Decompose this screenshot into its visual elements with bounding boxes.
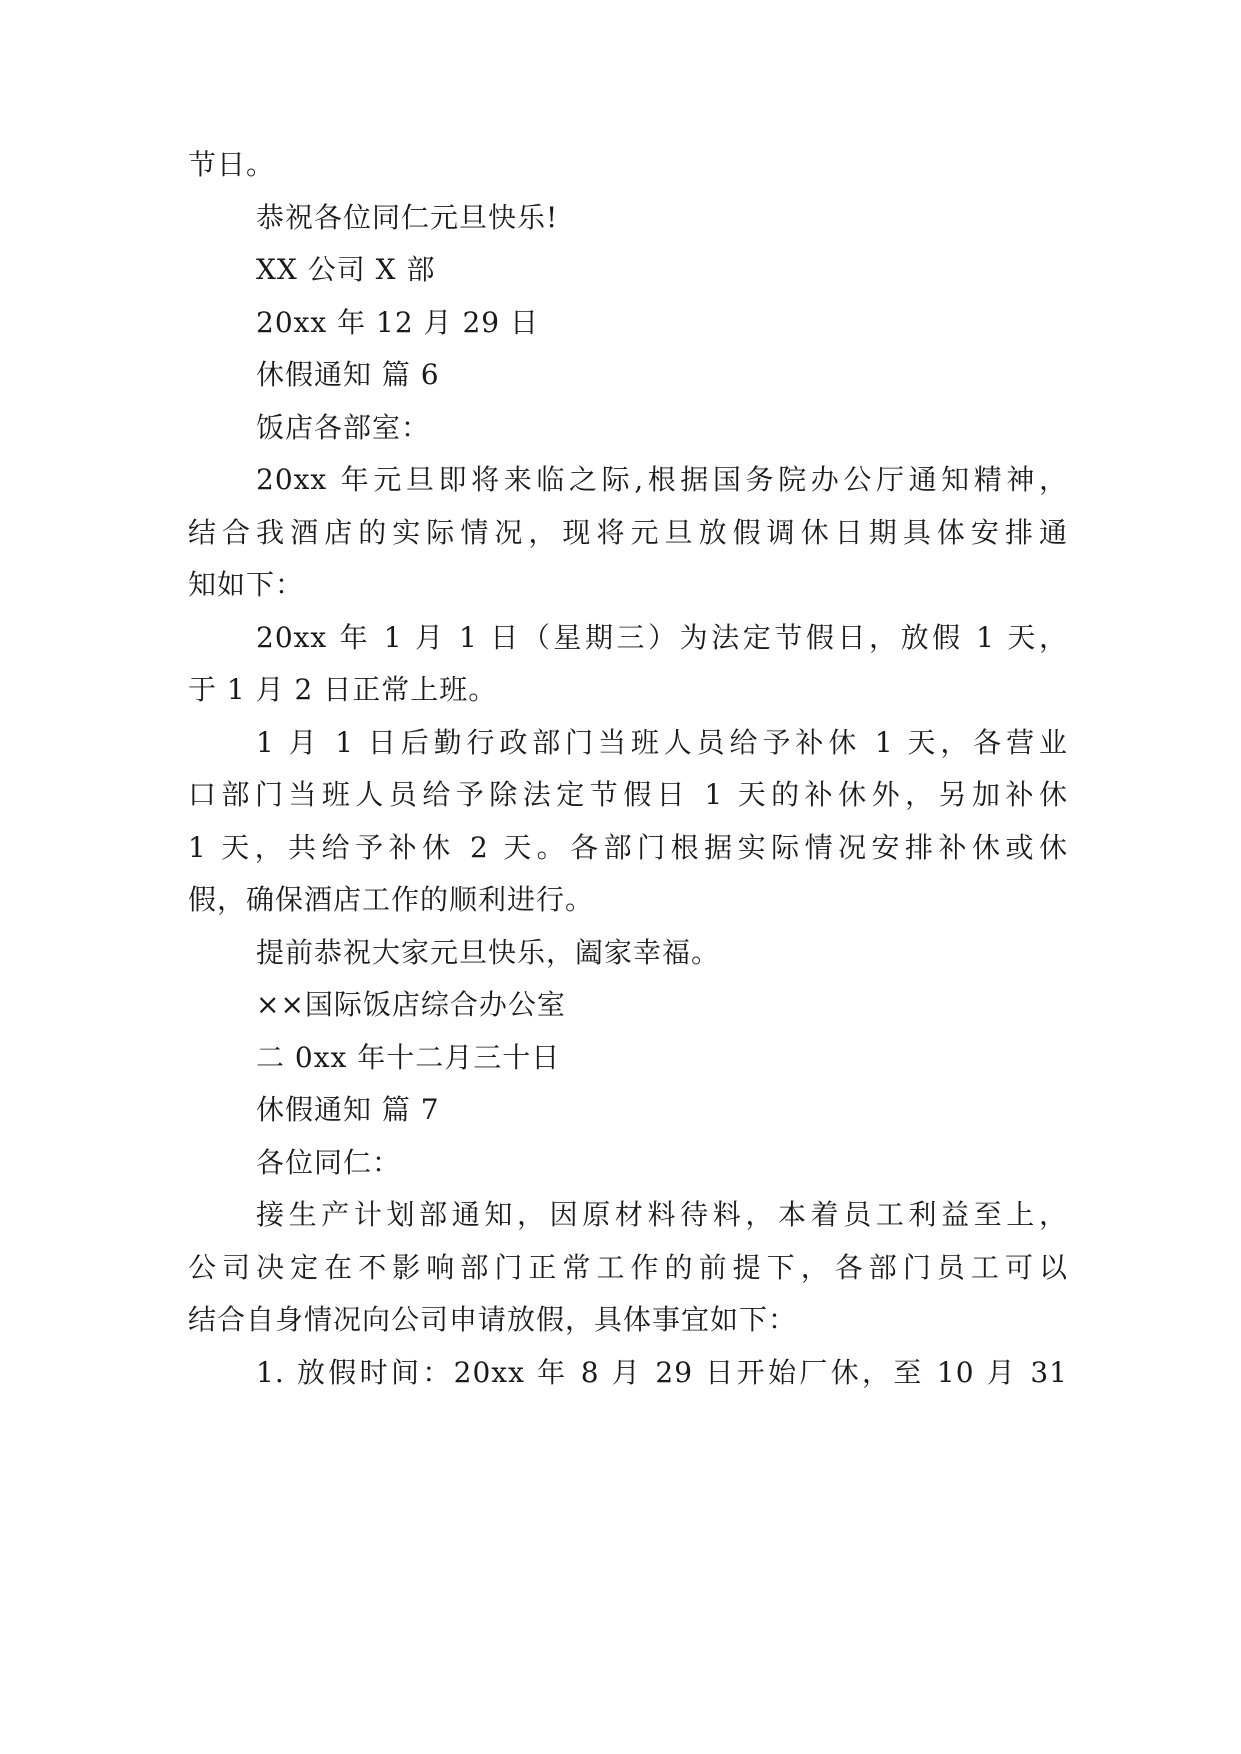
date-line: 二 0xx 年十二月三十日 (256, 1041, 561, 1074)
text-line: 节日。 (188, 148, 276, 181)
paragraph-line: 结合自身情况向公司申请放假，具体事宜如下： (188, 1303, 798, 1336)
paragraph-line: 于 1 月 2 日正常上班。 (188, 673, 498, 706)
salutation-line: 各位同仁： (256, 1146, 402, 1179)
paragraph-line: 知如下： (188, 568, 305, 601)
paragraph-line: 1 月 1 日后勤行政部门当班人员给予补休 1 天，各营业 (256, 726, 1068, 759)
paragraph-line: 接生产计划部通知，因原材料待料，本着员工利益至上， (256, 1198, 1068, 1231)
paragraph-line: 20xx 年 1 月 1 日（星期三）为法定节假日，放假 1 天， (256, 621, 1068, 654)
paragraph-line: 20xx 年元旦即将来临之际,根据国务院办公厅通知精神， (256, 463, 1068, 496)
paragraph-line: 结合我酒店的实际情况，现将元旦放假调休日期具体安排通 (188, 516, 1068, 549)
paragraph-line: 口部门当班人员给予除法定节假日 1 天的补休外，另加补休 (188, 778, 1068, 811)
paragraph-line: 假，确保酒店工作的顺利进行。 (188, 883, 595, 916)
signature-line: XX 公司 X 部 (256, 253, 436, 286)
paragraph-line: 公司决定在不影响部门正常工作的前提下，各部门员工可以 (188, 1251, 1068, 1284)
signature-line: ××国际饭店综合办公室 (256, 988, 566, 1021)
list-item-line: 1. 放假时间：20xx 年 8 月 29 日开始厂休，至 10 月 31 (256, 1356, 1068, 1389)
greeting-line: 提前恭祝大家元旦快乐，阖家幸福。 (256, 936, 721, 969)
date-line: 20xx 年 12 月 29 日 (256, 306, 539, 339)
section-heading: 休假通知 篇 6 (256, 358, 440, 391)
paragraph-line: 1 天，共给予补休 2 天。各部门根据实际情况安排补休或休 (188, 831, 1068, 864)
greeting-line: 恭祝各位同仁元旦快乐! (256, 201, 559, 234)
section-heading: 休假通知 篇 7 (256, 1093, 440, 1126)
salutation-line: 饭店各部室： (256, 411, 431, 444)
